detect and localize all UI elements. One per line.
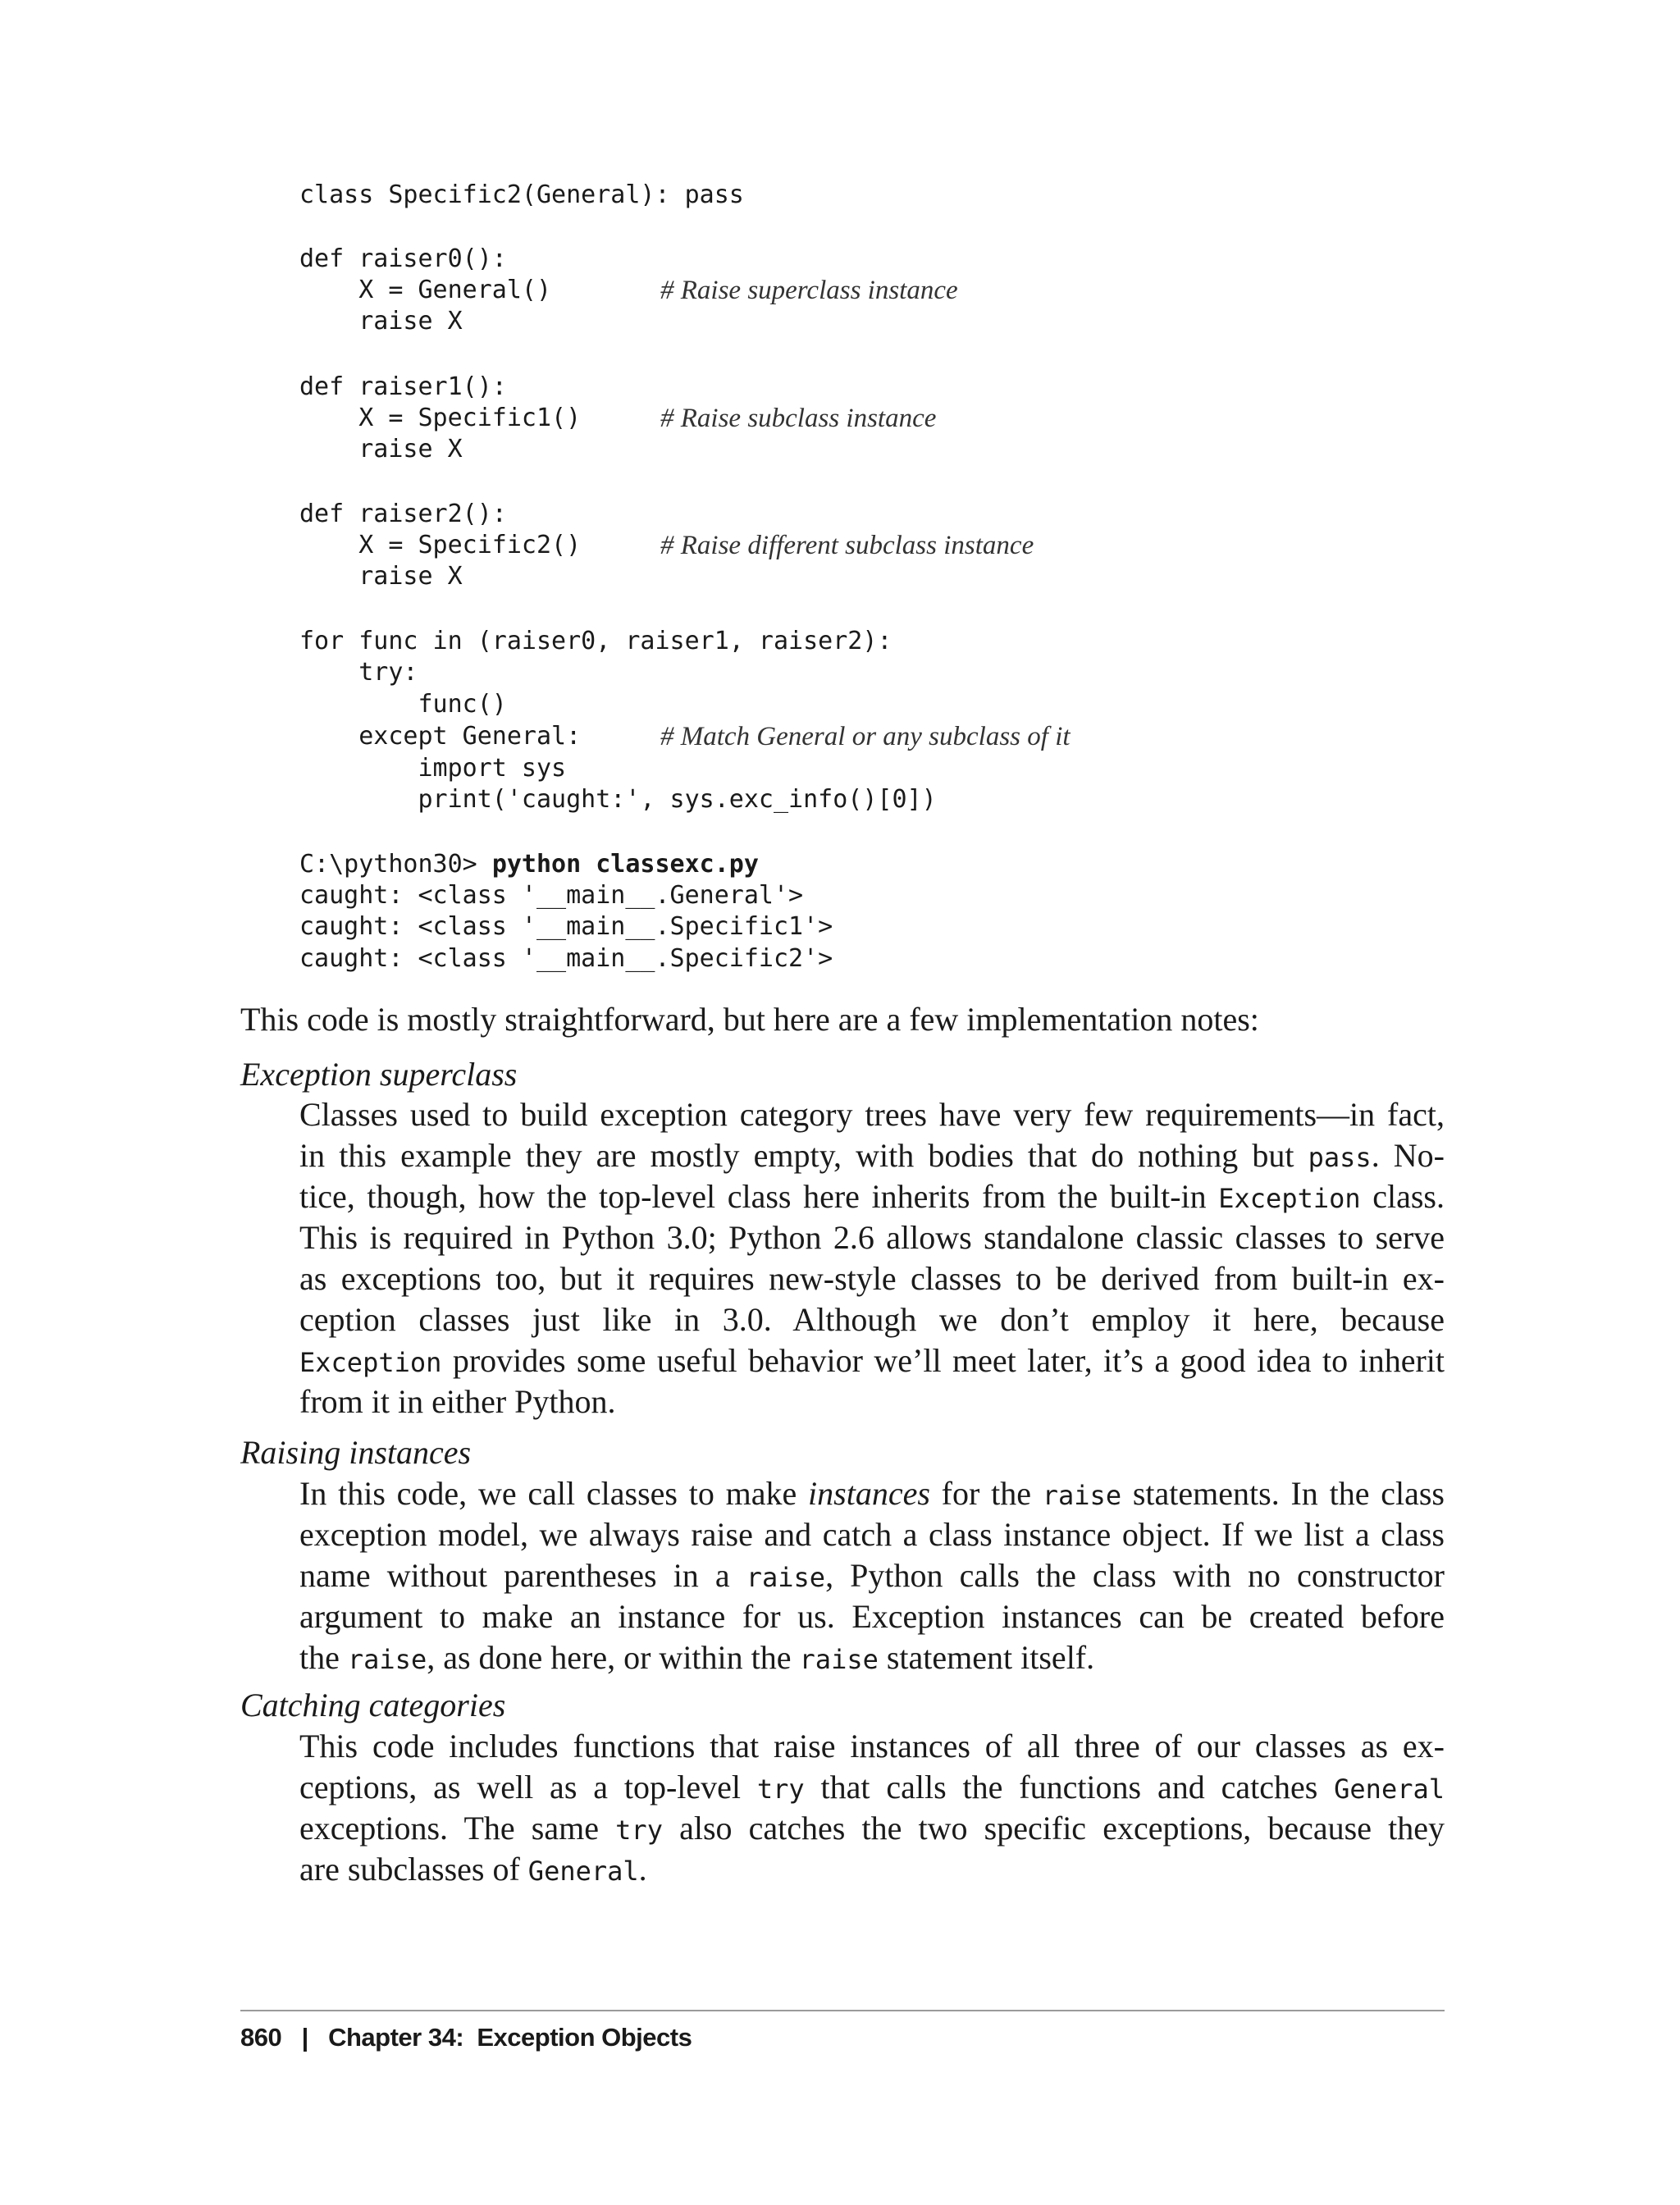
text-line: Classes used to build exception category trees have very few requirements—in fact, [299,1096,1445,1133]
text-line: exception model, we always raise and catch a class instance object. If we list a class [299,1516,1445,1553]
inline-code: try [756,1774,805,1805]
output-line: caught: <class '__main__.General'> [299,881,804,910]
code-comment: # Raise subclass instance [660,404,937,433]
code-line: def raiser0(): [299,244,507,273]
text-line: argument to make an instance for us. Exception instances can be created before [299,1598,1445,1635]
inline-code: raise [799,1644,879,1675]
code-line: X = General() [299,276,552,304]
code-line: import sys [299,754,567,783]
definition-catching-categories [299,1726,1445,1890]
chapter-title: Chapter 34: Exception Objects [328,2023,692,2052]
definition-exception-superclass [299,1094,1445,1422]
term-catching-categories: Catching categories [240,1687,506,1723]
text-line: ceptions, as well as a top-level try that calls the functions and catches General [299,1769,1445,1806]
inline-code: try [615,1815,663,1846]
text-line: the raise, as done here, or within the raise statement itself. [299,1639,1095,1676]
code-line: raise X [299,435,463,463]
code-line: X = Specific1() [299,404,582,432]
intro-paragraph: This code is mostly straightforward, but here are a few implementation notes: [240,1001,1259,1038]
text-line: are subclasses of General. [299,1851,647,1888]
code-comment: # Raise different subclass instance [660,531,1034,560]
shell-command-line [299,848,759,881]
definition-raising-instances [299,1473,1445,1678]
text-line: from it in either Python. [299,1383,616,1420]
inline-code: Exception [1218,1183,1361,1214]
output-line: caught: <class '__main__.Specific1'> [299,912,833,941]
code-line: def raiser1(): [299,372,507,401]
text-line: name without parentheses in a raise, Python calls the class with no constructor [299,1557,1445,1594]
emphasis: instances [808,1475,930,1512]
text-line: as exceptions too, but it requires new-style classes to be derived from built-in ex- [299,1260,1445,1297]
inline-code: pass [1308,1142,1372,1173]
output-line: caught: <class '__main__.Specific2'> [299,944,833,973]
code-line: raise X [299,307,463,336]
footer-rule [240,2010,1445,2011]
code-line: print('caught:', sys.exc_info()[0]) [299,785,937,814]
inline-code: Exception [299,1347,442,1378]
shell-command: python classexc.py [491,850,759,879]
text-line: in this example they are mostly empty, with bodies that do nothing but pass. No- [299,1137,1445,1174]
inline-code: raise [1042,1480,1122,1511]
term-raising-instances: Raising instances [240,1434,472,1471]
inline-code: raise [746,1562,826,1593]
text-line: This code includes functions that raise instances of all three of our classes as ex- [299,1728,1445,1764]
page-number: 860 [240,2023,282,2052]
inline-code: General [527,1856,639,1887]
code-line: try: [299,658,418,687]
text-line: Exception provides some useful behavior we’ll meet later, it’s a good idea to inherit [299,1342,1445,1379]
code-comment: # Match General or any subclass of it [660,722,1071,751]
code-line: class Specific2(General): pass [299,180,744,209]
code-line: X = Specific2() [299,531,582,559]
code-comment: # Raise superclass instance [660,276,958,305]
code-line: def raiser2(): [299,500,507,528]
text-line: tice, though, how the top-level class here inherits from the built-in Exception class. [299,1178,1445,1215]
footer-separator: | [301,2023,308,2052]
text-line: exceptions. The same try also catches the two specific exceptions, because they [299,1810,1445,1847]
code-line: raise X [299,562,463,591]
shell-prompt: C:\python30> [299,850,492,879]
inline-code: raise [347,1644,427,1675]
code-line: except General: [299,722,582,751]
code-line: func() [299,690,507,719]
inline-code: General [1334,1774,1445,1805]
page-footer [240,2023,692,2052]
text-line: In this code, we call classes to make instances for the raise statements. In the class [299,1475,1445,1512]
code-line: for func in (raiser0, raiser1, raiser2): [299,627,892,655]
term-exception-superclass: Exception superclass [240,1056,518,1093]
text-line: ception classes just like in 3.0. Although we don’t employ it here, because [299,1301,1445,1338]
text-line: This is required in Python 3.0; Python 2.6 allows standalone classic classes to serve [299,1219,1445,1256]
